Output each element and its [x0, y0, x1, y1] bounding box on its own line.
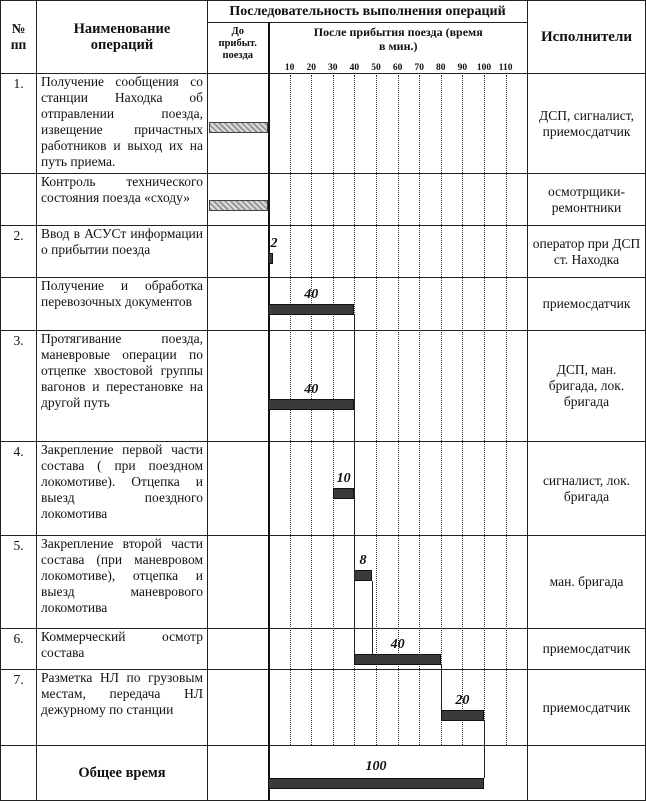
tick-label: 80 [436, 63, 446, 73]
table-row [1, 442, 646, 536]
operation-name: Получение сообщения со станции Находка об отправлении поезда, извещение причастных работников и выход их на путь приема. [37, 74, 208, 174]
row-num: 7. [1, 670, 37, 746]
after-cell [269, 629, 528, 670]
tick-label: 30 [328, 63, 338, 73]
after-cell [269, 536, 528, 629]
header-after: После прибытия поезда (время в мин.) [269, 23, 528, 74]
header-sequence: Последовательность выполнения операций [208, 1, 528, 23]
table-row [1, 670, 646, 746]
after-cell [269, 442, 528, 536]
executors: ДСП, ман. бригада, лок. бригада [528, 331, 646, 442]
operation-name: Протягивание поезда, маневровые операции по отцепке хвостовой группы вагонов и перестановке на другой путь [37, 331, 208, 442]
row-num: 1. [1, 74, 37, 174]
header-before: До прибыт. поезда [208, 23, 269, 74]
after-cell [269, 278, 528, 331]
before-cell [208, 670, 269, 746]
after-cell [269, 174, 528, 226]
after-cell [269, 74, 528, 174]
duration-label: 40 [390, 637, 405, 652]
duration-label: 2 [270, 236, 278, 251]
total-value: 100 [365, 759, 387, 774]
executors: приемосдатчик [528, 629, 646, 670]
tick-label: 100 [476, 63, 492, 73]
tick-label: 70 [414, 63, 424, 73]
duration-label: 40 [304, 287, 319, 302]
after-cell [269, 331, 528, 442]
before-cell [208, 278, 269, 331]
executors: оператор при ДСП ст. Находка [528, 226, 646, 278]
header-executors: Исполнители [528, 1, 646, 74]
row-num [1, 278, 37, 331]
tick-label: 20 [306, 63, 316, 73]
executors: сигналист, лок. бригада [528, 442, 646, 536]
total-label: Общее время [37, 746, 208, 801]
duration-label: 8 [359, 553, 367, 568]
operation-name: Коммерческий осмотр состава [37, 629, 208, 670]
row-num: 4. [1, 442, 37, 536]
before-cell [208, 174, 269, 226]
before-cell [208, 629, 269, 670]
row-num: 6. [1, 629, 37, 670]
before-cell [208, 536, 269, 629]
row-num: 5. [1, 536, 37, 629]
tick-label: 40 [349, 63, 360, 73]
executors: ман. бригада [528, 536, 646, 629]
operation-name: Закрепление первой части состава ( при поездном локомотиве). Отцепка и выезд поездного локомотива [37, 442, 208, 536]
table-row [1, 278, 646, 331]
before-cell [208, 442, 269, 536]
executors: осмотрщики-ремонтники [528, 174, 646, 226]
operation-name: Закрепление второй части состава (при маневровом локомотиве), отцепка и выезд маневрового локомотива [37, 536, 208, 629]
header-num: № пп [1, 1, 37, 74]
tick-label: 50 [371, 63, 381, 73]
executors: приемосдатчик [528, 278, 646, 331]
before-cell [208, 74, 269, 174]
duration-label: 40 [304, 382, 319, 397]
before-cell [208, 331, 269, 442]
after-cell [269, 670, 528, 746]
row-num [1, 174, 37, 226]
table-row [1, 536, 646, 629]
table-row [1, 331, 646, 442]
operation-name: Разметка НЛ по грузовым местам, передача НЛ дежурному по станции [37, 670, 208, 746]
tick-label: 10 [284, 63, 295, 73]
row-num: 3. [1, 331, 37, 442]
operation-name: Ввод в АСУСт информации о прибытии поезда [37, 226, 208, 278]
operation-name: Контроль технического состояния поезда «сходу» [37, 174, 208, 226]
table-row [1, 226, 646, 278]
tick-label: 90 [457, 63, 468, 73]
before-cell [208, 226, 269, 278]
tick-label: 60 [392, 63, 403, 73]
header-name: Наименование операций [37, 1, 208, 74]
executors: ДСП, сигналист, приемосдатчик [528, 74, 646, 174]
duration-label: 10 [336, 471, 351, 486]
after-cell [269, 226, 528, 278]
table-row [1, 174, 646, 226]
row-num: 2. [1, 226, 37, 278]
executors: приемосдатчик [528, 670, 646, 746]
table-row [1, 629, 646, 670]
table-row [1, 74, 646, 174]
duration-label: 20 [455, 693, 470, 708]
operation-name: Получение и обработка перевозочных документов [37, 278, 208, 331]
tick-label: 110 [498, 63, 513, 73]
